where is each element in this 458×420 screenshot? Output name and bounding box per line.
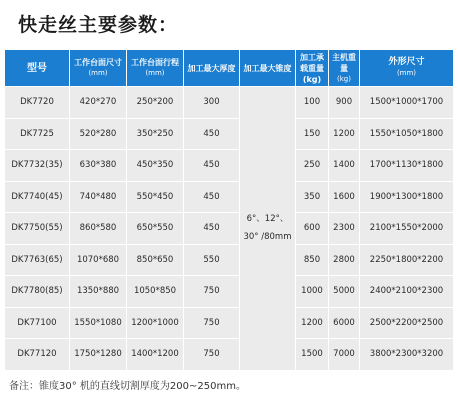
table-row — [5, 213, 454, 245]
header-max-taper — [240, 50, 296, 87]
table-size-cell: 1750*1280 — [70, 339, 127, 371]
max-thickness-cell: 750 — [184, 339, 240, 371]
table-travel-cell: 1400*1200 — [127, 339, 184, 371]
max-thickness-cell: 550 — [184, 244, 240, 276]
load-capacity-cell: 1000 — [296, 276, 329, 308]
table-row — [5, 276, 454, 308]
table-travel-cell: 850*650 — [127, 244, 184, 276]
dimensions-cell: 1500*1000*1700 — [360, 87, 454, 119]
table-travel-cell: 1200*1000 — [127, 307, 184, 339]
model-cell: DK7732(35) — [5, 150, 70, 182]
dimensions-cell: 1700*1130*1800 — [360, 150, 454, 182]
table-row — [5, 118, 454, 150]
header-machine-weight — [329, 50, 360, 87]
spec-table-body — [5, 87, 454, 371]
table-size-cell: 740*480 — [70, 181, 127, 213]
header-label: 加工最大厚度 — [187, 63, 236, 73]
max-thickness-cell: 450 — [184, 181, 240, 213]
table-size-cell: 520*280 — [70, 118, 127, 150]
load-capacity-cell: 850 — [296, 244, 329, 276]
header-label: 型号 — [27, 62, 47, 74]
model-cell: DK7725 — [5, 118, 70, 150]
table-size-cell: 1550*1080 — [70, 307, 127, 339]
machine-weight-cell: 2800 — [329, 244, 360, 276]
header-label: 外形尺寸 — [388, 57, 425, 67]
table-size-cell: 1070*680 — [70, 244, 127, 276]
dimensions-cell: 1550*1050*1800 — [360, 118, 454, 150]
header-label: 主机重量 — [332, 52, 356, 73]
table-size-cell: 630*380 — [70, 150, 127, 182]
header-unit: (mm) — [396, 69, 417, 77]
table-size-cell: 420*270 — [70, 87, 127, 119]
table-row — [5, 181, 454, 213]
header-table-travel — [127, 50, 184, 87]
dimensions-cell: 2250*1800*2200 — [360, 244, 454, 276]
load-capacity-cell: 1200 — [296, 307, 329, 339]
model-cell: DK77120 — [5, 339, 70, 371]
header-label: 加工最大锥度 — [243, 63, 292, 73]
model-cell: DK77100 — [5, 307, 70, 339]
table-row — [5, 307, 454, 339]
machine-weight-cell: 6000 — [329, 307, 360, 339]
model-cell: DK7740(45) — [5, 181, 70, 213]
table-travel-cell: 250*200 — [127, 87, 184, 119]
header-unit: (mm) — [88, 69, 108, 77]
model-cell: DK7720 — [5, 87, 70, 119]
dimensions-cell: 2400*2100*2300 — [360, 276, 454, 308]
header-label: 工作台面尺寸 — [74, 58, 122, 67]
machine-weight-cell: 900 — [329, 87, 360, 119]
header-load-capacity — [296, 50, 329, 87]
machine-weight-cell: 1200 — [329, 118, 360, 150]
load-capacity-cell: 350 — [296, 181, 329, 213]
dimensions-cell: 1900*1300*1800 — [360, 181, 454, 213]
table-size-cell: 860*580 — [70, 213, 127, 245]
table-travel-cell: 550*450 — [127, 181, 184, 213]
max-thickness-cell: 450 — [184, 118, 240, 150]
model-cell: DK7750(55) — [5, 213, 70, 245]
dimensions-cell: 2100*1550*2000 — [360, 213, 454, 245]
header-max-thickness — [184, 50, 240, 87]
machine-weight-cell: 7000 — [329, 339, 360, 371]
max-thickness-cell: 450 — [184, 213, 240, 245]
max-taper-cell: 6°、12°、30° /80mm — [240, 87, 296, 371]
footnote: 备注：锥度30° 机的直线切割厚度为200~250mm。 — [9, 381, 246, 392]
max-thickness-cell: 750 — [184, 276, 240, 308]
table-row — [5, 244, 454, 276]
load-capacity-cell: 150 — [296, 118, 329, 150]
model-cell: DK7763(65) — [5, 244, 70, 276]
machine-weight-cell: 2300 — [329, 213, 360, 245]
dimensions-cell: 2500*2200*2500 — [360, 307, 454, 339]
load-capacity-cell: 250 — [296, 150, 329, 182]
header-dimensions — [360, 50, 454, 87]
header-model — [5, 50, 70, 87]
table-travel-cell: 350*250 — [127, 118, 184, 150]
spec-table — [4, 49, 454, 371]
load-capacity-cell: 600 — [296, 213, 329, 245]
dimensions-cell: 3800*2300*3200 — [360, 339, 454, 371]
table-size-cell: 1350*880 — [70, 276, 127, 308]
load-capacity-cell: 100 — [296, 87, 329, 119]
table-row — [5, 87, 454, 119]
load-capacity-cell: 1500 — [296, 339, 329, 371]
machine-weight-cell: 1400 — [329, 150, 360, 182]
header-table-size — [70, 50, 127, 87]
header-unit: (kg) — [337, 74, 351, 83]
header-label: 加工承载重量(kg) — [300, 52, 324, 84]
machine-weight-cell: 1600 — [329, 181, 360, 213]
max-thickness-cell: 750 — [184, 307, 240, 339]
header-label: 工作台面行程 — [131, 58, 179, 67]
table-travel-cell: 450*350 — [127, 150, 184, 182]
table-travel-cell: 1050*850 — [127, 276, 184, 308]
header-unit: (mm) — [145, 69, 165, 77]
table-travel-cell: 650*550 — [127, 213, 184, 245]
page-title: 快走丝主要参数： — [18, 14, 179, 36]
table-row — [5, 339, 454, 371]
header-row — [5, 50, 454, 87]
machine-weight-cell: 5000 — [329, 276, 360, 308]
table-row — [5, 150, 454, 182]
model-cell: DK7780(85) — [5, 276, 70, 308]
max-thickness-cell: 300 — [184, 87, 240, 119]
max-thickness-cell: 450 — [184, 150, 240, 182]
